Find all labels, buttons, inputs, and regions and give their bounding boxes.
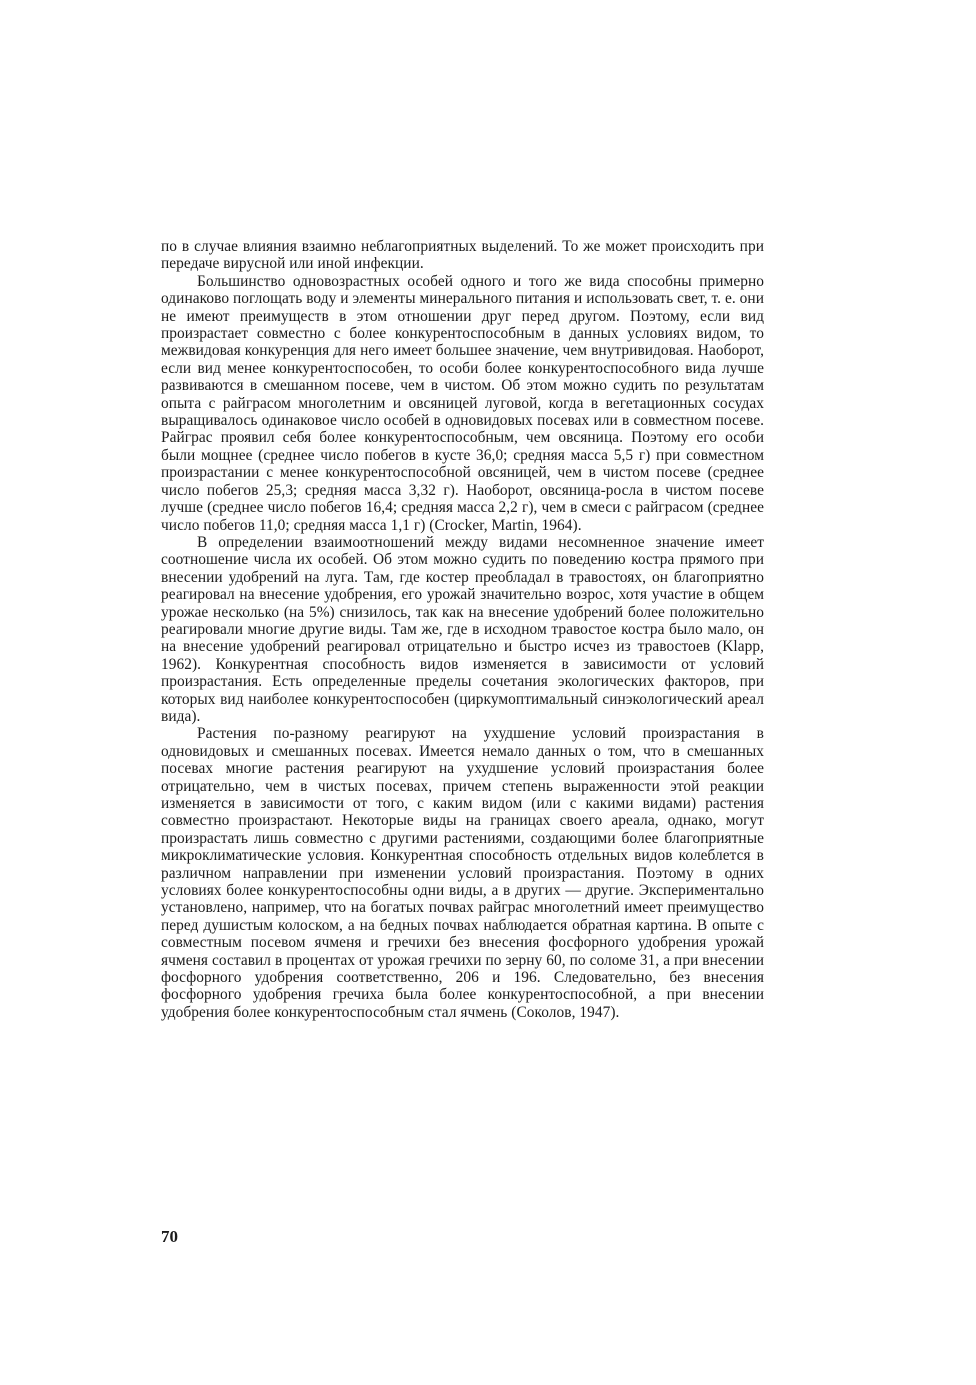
page-number: 70 — [161, 1227, 178, 1246]
paragraph-conditions-reaction: Растения по-разному реагируют на ухудшение условий произрастания в одновидовых и смешанных посевах. Имеется немало данных о том, что в смешанных посевах многие растения реагируют на ухудшение условий произрастания более отрицательно, чем в чистых посевах, причем степень выраженности этой реакции изменяется в зависимости от того, с каким видом (или с какими видами) растения совместно произрастают. Некоторые виды на границах своего ареала, однако, могут произрастать лишь совместно с другими растениями, создающими более благоприятные микроклиматические условия. Конкурентная способность отдельных видов колеблется в различном направлении при изменении условий произрастания. Поэтому в одних условиях более конкурентоспособны одни виды, а в других — другие. Экспериментально установлено, например, что на богатых почвах райграс многолетний имеет преимущество перед душистым колоском, а на бедных почвах наблюдается обратная картина. В опыте с совместным посевом ячменя и гречихи без внесения фосфорного удобрения урожай ячменя составил в процентах от урожая гречихи по зерну 60, по соломе 31, а при внесении фосфорного удобрения соответственно, 206 и 196. Следовательно, без внесения фосфорного удобрения гречиха была более конкурентоспособной, а при внесении удобрения более конкурентоспособным стал ячмень (Соколов, 1947). — [161, 725, 764, 1021]
paragraph-competition-intraspecific: Большинство одновозрастных особей одного и того же вида способны примерно одинаково поглощать воду и элементы минерального питания и использовать свет, т. е. они не имеют преимуществ в этом отношении друг перед другом. Поэтому, если вид произрастает совместно с более конкурентоспособным в данных условиях видом, то межвидовая конкуренция для него имеет большее значение, чем внутривидовая. Наоборот, если вид менее конкурентоспособен, то особи более конкурентоспособного вида лучше развиваются в смешанном посеве, чем в чистом. Об этом можно судить по результатам опыта с райграсом многолетним и овсяницей луговой, когда в вегетационных сосудах выращивалось одинаковое число особей в одновидовых посевах или в совместном посеве. Райграс проявил себя более конкурентоспособным, чем овсяница. Поэтому его особи были мощнее (среднее число побегов в кусте 36,0; средняя масса 5,5 г) при совместном произрастании с менее конкурентоспособной овсяницей, чем в чистом посеве (среднее число побегов 25,3; средняя масса 3,32 г). Наоборот, овсяница-росла в чистом посеве лучше (среднее число побегов 16,4; средняя масса 2,2 г), чем в смеси с райграсом (среднее число побегов 11,0; средняя масса 1,1 г) (Crocker, Martin, 1964). — [161, 272, 764, 534]
paragraph-population-ratio: В определении взаимоотношений между видами несомненное значение имеет соотношение числа их особей. Об этом можно судить по поведению костра прямого при внесении удобрений на луга. Там, где костер преобладал в травостоях, он благоприятно реагировал на внесение удобрения, его урожай значительно возрос, хотя участие в общем урожае несколько (на 5%) снизилось, так как на внесение удобрений более положительно реагировали многие другие виды. Там же, где в исходном травостое костра было мало, он на внесение удобрений реагировал отрицательно и быстро исчез из травостоев (Klapp, 1962). Конкурентная способность видов изменяется в зависимости от условий произрастания. Есть определенные пределы сочетания экологических факторов, при которых вид наиболее конкурентоспособен (циркумоптимальный синэкологический ареал вида). — [161, 533, 764, 725]
page-text-block — [161, 238, 764, 1021]
paragraph-continuation: по в случае влияния взаимно неблагоприятных выделений. То же может происходить при передаче вирусной или иной инфекции. — [161, 238, 764, 273]
